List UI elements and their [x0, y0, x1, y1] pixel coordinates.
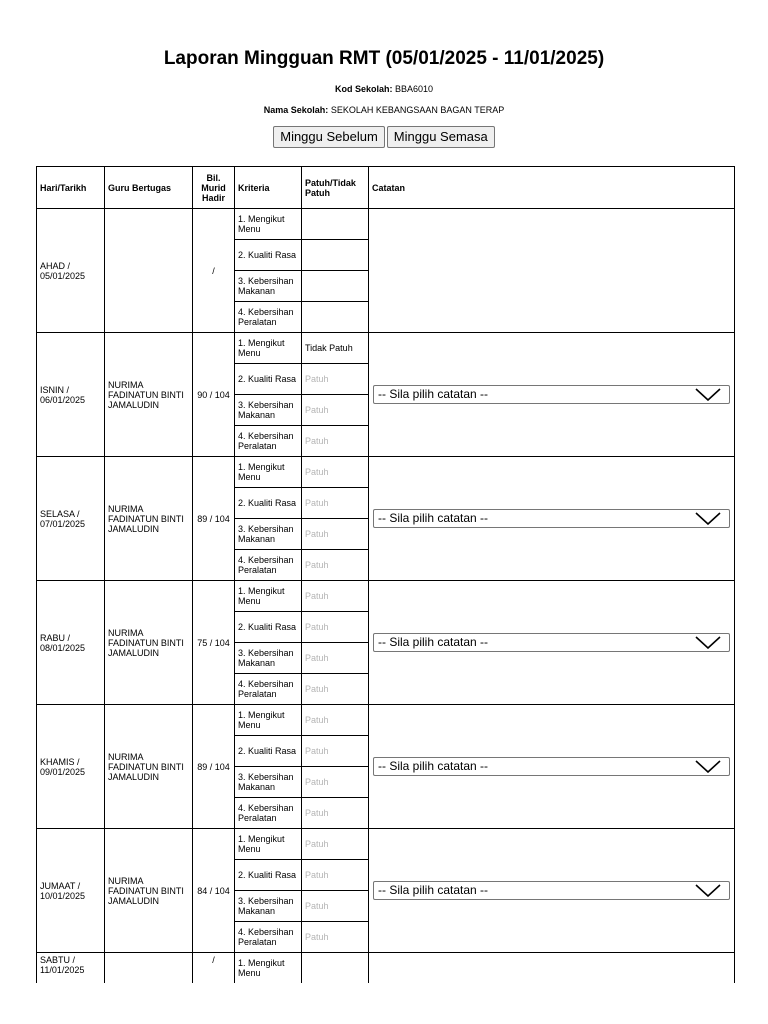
notes-select[interactable]: [373, 633, 730, 652]
criteria-cell: 1. Mengikut Menu: [235, 705, 302, 736]
school-name-label: Nama Sekolah:: [263, 105, 329, 115]
teacher-cell: NURIMA FADINATUN BINTI JAMALUDIN: [105, 333, 193, 457]
attendance-cell: 75 / 104: [193, 581, 235, 705]
table-row: [37, 333, 735, 364]
compliance-cell: Patuh: [302, 922, 369, 953]
criteria-cell: 2. Kualiti Rasa: [235, 612, 302, 643]
criteria-cell: 4. Kebersihan Peralatan: [235, 922, 302, 953]
notes-cell: [369, 581, 735, 705]
notes-select-value: -- Sila pilih catatan --: [378, 635, 489, 649]
compliance-cell: Patuh: [302, 891, 369, 922]
criteria-cell: 4. Kebersihan Peralatan: [235, 550, 302, 581]
criteria-cell: 3. Kebersihan Makanan: [235, 271, 302, 302]
school-code: [0, 84, 768, 94]
day-cell: RABU / 08/01/2025: [37, 581, 105, 705]
chevron-down-icon: [695, 512, 721, 525]
criteria-cell: 1. Mengikut Menu: [235, 581, 302, 612]
notes-select[interactable]: [373, 881, 730, 900]
compliance-cell: [302, 209, 369, 240]
notes-cell: [369, 705, 735, 829]
table-row: [37, 829, 735, 860]
header-notes: Catatan: [369, 167, 735, 209]
school-code-value: BBA6010: [395, 84, 434, 94]
compliance-cell: Patuh: [302, 519, 369, 550]
criteria-cell: 4. Kebersihan Peralatan: [235, 426, 302, 457]
attendance-cell: 90 / 104: [193, 333, 235, 457]
chevron-down-icon: [695, 636, 721, 649]
day-cell: KHAMIS / 09/01/2025: [37, 705, 105, 829]
notes-cell: [369, 333, 735, 457]
compliance-cell: Patuh: [302, 550, 369, 581]
criteria-cell: 4. Kebersihan Peralatan: [235, 798, 302, 829]
page-title: Laporan Mingguan RMT (05/01/2025 - 11/01/2025): [163, 48, 605, 69]
criteria-cell: 3. Kebersihan Makanan: [235, 643, 302, 674]
teacher-cell: NURIMA FADINATUN BINTI JAMALUDIN: [105, 457, 193, 581]
day-cell: JUMAAT / 10/01/2025: [37, 829, 105, 953]
criteria-cell: 1. Mengikut Menu: [235, 829, 302, 860]
criteria-cell: 1. Mengikut Menu: [235, 953, 302, 984]
teacher-cell: NURIMA FADINATUN BINTI JAMALUDIN: [105, 581, 193, 705]
criteria-cell: 3. Kebersihan Makanan: [235, 395, 302, 426]
header-teacher: Guru Bertugas: [105, 167, 193, 209]
compliance-cell: [302, 240, 369, 271]
teacher-cell: NURIMA FADINATUN BINTI JAMALUDIN: [105, 705, 193, 829]
notes-select-value: -- Sila pilih catatan --: [378, 511, 489, 525]
compliance-cell: Patuh: [302, 364, 369, 395]
school-name: [0, 105, 768, 115]
compliance-cell: [302, 271, 369, 302]
compliance-cell: Patuh: [302, 674, 369, 705]
school-name-value: SEKOLAH KEBANGSAAN BAGAN TERAP: [330, 105, 505, 115]
day-cell: AHAD / 05/01/2025: [37, 209, 105, 333]
teacher-cell: [105, 953, 193, 984]
header-criteria: Kriteria: [235, 167, 302, 209]
chevron-down-icon: [695, 388, 721, 401]
notes-select-value: -- Sila pilih catatan --: [378, 387, 489, 401]
compliance-cell: Patuh: [302, 736, 369, 767]
criteria-cell: 4. Kebersihan Peralatan: [235, 302, 302, 333]
attendance-cell: /: [193, 953, 235, 984]
criteria-cell: 2. Kualiti Rasa: [235, 240, 302, 271]
week-navigation: [0, 126, 768, 148]
previous-week-button[interactable]: Minggu Sebelum: [273, 126, 385, 148]
compliance-cell: Patuh: [302, 426, 369, 457]
table-row: [37, 953, 735, 984]
compliance-cell: Patuh: [302, 395, 369, 426]
criteria-cell: 2. Kualiti Rasa: [235, 736, 302, 767]
notes-select-value: -- Sila pilih catatan --: [378, 759, 489, 773]
notes-cell: [369, 829, 735, 953]
compliance-cell: Patuh: [302, 457, 369, 488]
notes-select[interactable]: [373, 385, 730, 404]
attendance-cell: 84 / 104: [193, 829, 235, 953]
header-compliance: Patuh/Tidak Patuh: [302, 167, 369, 209]
attendance-cell: 89 / 104: [193, 457, 235, 581]
compliance-cell: Patuh: [302, 767, 369, 798]
header-attendance: Bil. Murid Hadir: [193, 167, 235, 209]
notes-cell: [369, 209, 735, 333]
criteria-cell: 1. Mengikut Menu: [235, 457, 302, 488]
notes-select[interactable]: [373, 509, 730, 528]
table-row: [37, 705, 735, 736]
school-code-label: Kod Sekolah:: [334, 84, 393, 94]
table-row: [37, 581, 735, 612]
current-week-button[interactable]: Minggu Semasa: [387, 126, 495, 148]
day-cell: SABTU / 11/01/2025: [37, 953, 105, 984]
compliance-cell: [302, 302, 369, 333]
table-row: [37, 209, 735, 240]
header-day: Hari/Tarikh: [37, 167, 105, 209]
teacher-cell: [105, 209, 193, 333]
compliance-cell: [302, 953, 369, 984]
criteria-cell: 1. Mengikut Menu: [235, 333, 302, 364]
criteria-cell: 2. Kualiti Rasa: [235, 860, 302, 891]
compliance-cell: Patuh: [302, 643, 369, 674]
notes-select-value: -- Sila pilih catatan --: [378, 883, 489, 897]
attendance-cell: /: [193, 209, 235, 333]
chevron-down-icon: [695, 884, 721, 897]
criteria-cell: 3. Kebersihan Makanan: [235, 891, 302, 922]
criteria-cell: 2. Kualiti Rasa: [235, 488, 302, 519]
compliance-cell: Patuh: [302, 581, 369, 612]
criteria-cell: 1. Mengikut Menu: [235, 209, 302, 240]
attendance-cell: 89 / 104: [193, 705, 235, 829]
table-row: [37, 457, 735, 488]
criteria-cell: 4. Kebersihan Peralatan: [235, 674, 302, 705]
notes-cell: [369, 953, 735, 984]
criteria-cell: 2. Kualiti Rasa: [235, 364, 302, 395]
notes-select[interactable]: [373, 757, 730, 776]
teacher-cell: NURIMA FADINATUN BINTI JAMALUDIN: [105, 829, 193, 953]
compliance-cell: Patuh: [302, 705, 369, 736]
chevron-down-icon: [695, 760, 721, 773]
compliance-cell: Patuh: [302, 798, 369, 829]
day-cell: SELASA / 07/01/2025: [37, 457, 105, 581]
table-header-row: [37, 167, 735, 209]
weekly-report-table: [36, 166, 735, 983]
day-cell: ISNIN / 06/01/2025: [37, 333, 105, 457]
compliance-cell: Patuh: [302, 612, 369, 643]
compliance-cell: Patuh: [302, 829, 369, 860]
compliance-cell: Patuh: [302, 488, 369, 519]
criteria-cell: 3. Kebersihan Makanan: [235, 519, 302, 550]
compliance-cell: Patuh: [302, 860, 369, 891]
compliance-cell: Tidak Patuh: [302, 333, 369, 364]
notes-cell: [369, 457, 735, 581]
criteria-cell: 3. Kebersihan Makanan: [235, 767, 302, 798]
